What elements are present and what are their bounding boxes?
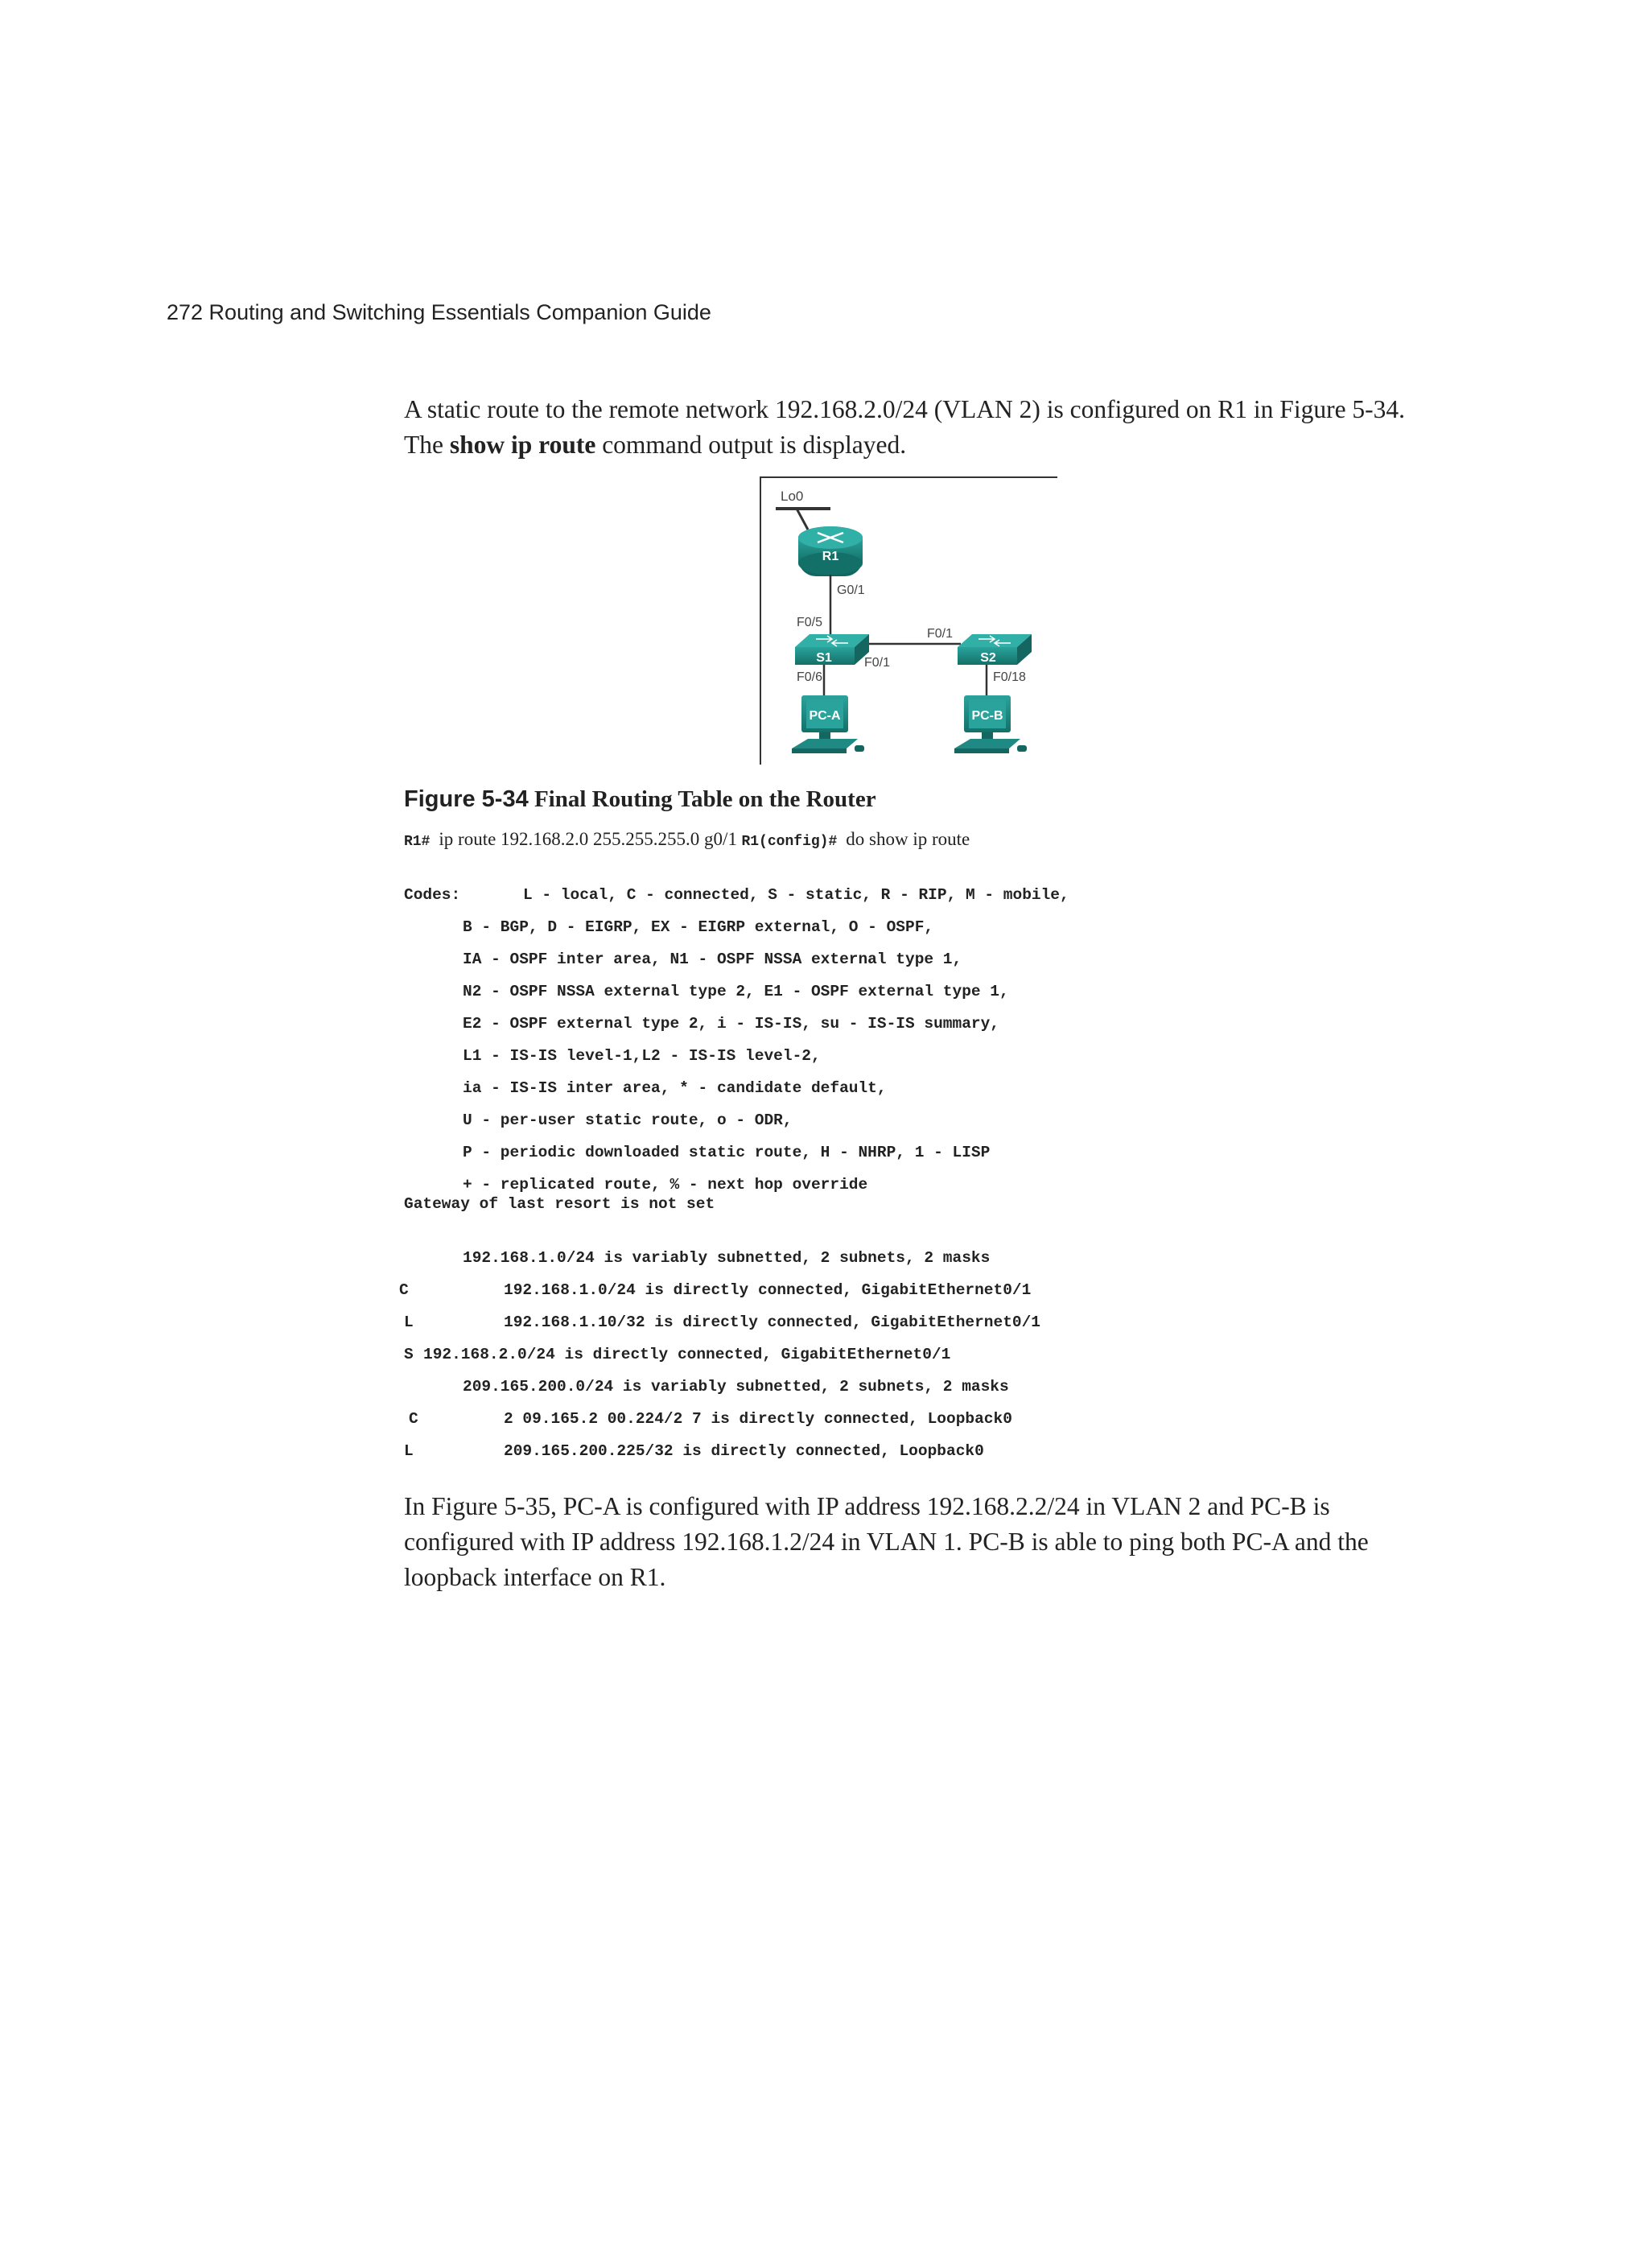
route-entry: 209.165.200.225/32 is directly connected, Loopback0 (504, 1442, 984, 1460)
codes-line: P - periodic downloaded static route, H - NHRP, 1 - LISP (463, 1144, 991, 1161)
command-show-ip-route: do show ip route (846, 829, 970, 849)
codes-first-line: L - local, C - connected, S - static, R - RIP, M - mobile, (523, 886, 1069, 904)
intro-text-after: command output is displayed. (595, 431, 907, 459)
label-f0-1-s1: F0/1 (864, 656, 891, 670)
route-header: 209.165.200.0/24 is variably subnetted, 2 subnets, 2 masks (463, 1378, 1009, 1396)
codes-line: L1 - IS-IS level-1,L2 - IS-IS level-2, (463, 1047, 821, 1065)
loopback-link (797, 509, 808, 530)
prompt-r1-config: R1(config)# (741, 834, 838, 850)
codes-line: ia - IS-IS inter area, * - candidate default, (463, 1079, 887, 1097)
route-code: C (409, 1410, 418, 1428)
label-f0-6: F0/6 (797, 670, 823, 684)
route-entry: 192.168.1.0/24 is directly connected, GigabitEthernet0/1 (504, 1281, 1032, 1299)
config-command-line (404, 829, 970, 850)
codes-line: U - per-user static route, o - ODR, (463, 1111, 793, 1129)
label-pc-a: PC-A (809, 709, 841, 723)
codes-label: Codes: (404, 886, 461, 904)
figure-caption (404, 786, 876, 813)
codes-line: E2 - OSPF external type 2, i - IS-IS, su - IS-IS summary, (463, 1015, 1000, 1033)
label-f0-18: F0/18 (993, 670, 1026, 684)
label-pc-b: PC-B (971, 709, 1003, 723)
switch-s2-icon (958, 634, 1032, 665)
intro-paragraph (404, 392, 1410, 463)
route-entry: 2 09.165.2 00.224/2 7 is directly connected, Loopback0 (504, 1410, 1012, 1428)
switch-s1-icon (795, 634, 869, 665)
route-code: S (404, 1346, 414, 1363)
pc-b-icon (954, 695, 1027, 753)
topology-diagram (760, 476, 1057, 765)
figure-title: Final Routing Table on the Router (534, 786, 876, 812)
label-lo0: Lo0 (781, 489, 804, 504)
command-ip-route: ip route 192.168.2.0 255.255.255.0 g0/1 (439, 829, 737, 849)
codes-line: N2 - OSPF NSSA external type 2, E1 - OSPF external type 1, (463, 983, 1009, 1000)
closing-paragraph: In Figure 5-35, PC-A is configured with IP address 192.168.2.2/24 in VLAN 2 and PC-B is configured with IP address 192.168.1.2/24 in VLAN 1. PC-B is able to ping both PC-A and the loopback interface on R1. (404, 1492, 1369, 1591)
label-f0-1-s2: F0/1 (927, 627, 954, 641)
route-entry: 192.168.1.10/32 is directly connected, GigabitEthernet0/1 (504, 1313, 1041, 1331)
route-code: C (399, 1281, 409, 1299)
label-f0-5: F0/5 (797, 616, 823, 629)
gateway-line: Gateway of last resort is not set (404, 1195, 715, 1213)
intro-command-name: show ip route (449, 431, 596, 459)
route-entry: 192.168.2.0/24 is directly connected, GigabitEthernet0/1 (423, 1346, 951, 1363)
figure-label: Figure 5-34 (404, 786, 529, 812)
codes-line: + - replicated route, % - next hop override (463, 1176, 868, 1194)
label-s1: S1 (816, 651, 832, 665)
pc-a-icon (792, 695, 864, 753)
route-header: 192.168.1.0/24 is variably subnetted, 2 subnets, 2 masks (463, 1249, 991, 1267)
prompt-r1: R1# (404, 834, 431, 850)
label-g0-1: G0/1 (837, 583, 865, 597)
page-header: 272 Routing and Switching Essentials Companion Guide (167, 300, 711, 324)
route-code: L (404, 1442, 414, 1460)
router-r1-icon (798, 526, 863, 576)
route-code: L (404, 1313, 414, 1331)
label-r1: R1 (822, 550, 839, 563)
intro-text-before: A static route to the remote network 192.168.2.0/24 (VLAN 2) is configured on R1 in Figure 5-34. The (404, 395, 1406, 459)
label-s2: S2 (980, 651, 996, 665)
codes-line: IA - OSPF inter area, N1 - OSPF NSSA external type 1, (463, 950, 962, 968)
codes-line: B - BGP, D - EIGRP, EX - EIGRP external, O - OSPF, (463, 918, 934, 936)
